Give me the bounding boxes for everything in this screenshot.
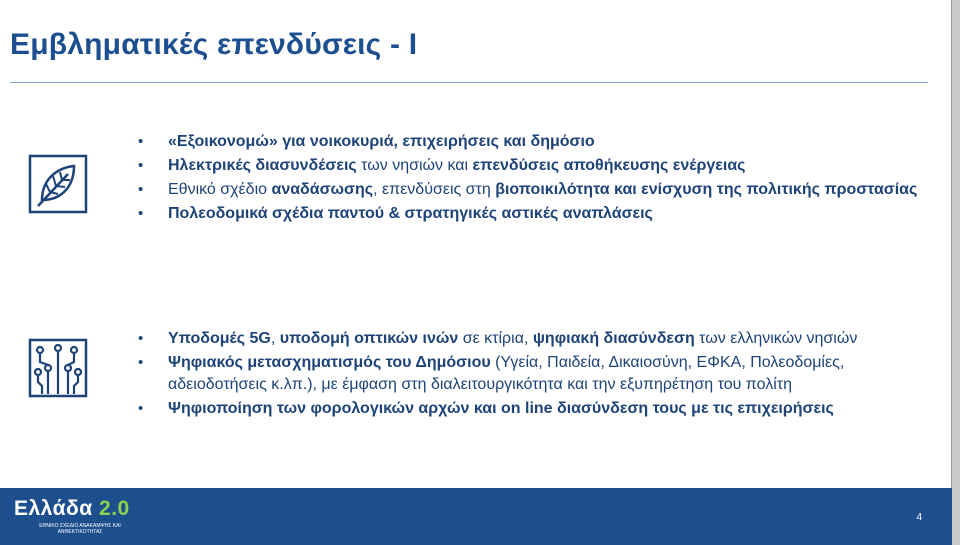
- bullet-text: σε κτίρια,: [458, 330, 533, 347]
- page-number: 4: [916, 512, 922, 523]
- bullet-text: Ηλεκτρικές διασυνδέσεις: [168, 157, 357, 174]
- greece-2-0-logo: [14, 497, 130, 521]
- bullet-item: [138, 203, 918, 225]
- bullet-text: των νησιών και: [356, 157, 473, 174]
- logo-version: 2.0: [99, 497, 130, 520]
- bullet-item: [138, 328, 918, 350]
- bullet-text: (Υγεία, Παιδεία, Δικαιοσύνη, ΕΦΚΑ, Πολεοδομίες, αδειοδοτήσεις κ.λπ.), με έμφαση στη διαλειτουργικότητα και την εξυπηρέτηση του πολίτη: [168, 354, 845, 393]
- bullet-item: [138, 179, 918, 201]
- slide-title: Εμβληματικές επενδύσεις - Ι: [10, 28, 418, 61]
- bullet-text: «Εξοικονομώ» για νοικοκυριά, επιχειρήσεις και δημόσιο: [168, 133, 595, 150]
- bullet-text: Υποδομές 5G: [168, 330, 271, 347]
- bullet-text: επενδύσεις αποθήκευσης ενέργειας: [472, 157, 746, 174]
- bullet-text: ,: [270, 330, 280, 347]
- bullet-item: [138, 352, 918, 396]
- bullet-text: αναδάσωσης: [271, 181, 374, 198]
- window-frame-edge: [951, 0, 960, 545]
- bullet-text: Ψηφιοποίηση των φορολογικών αρχών και on line διασύνδεση τους με τις επιχειρήσεις: [168, 400, 834, 417]
- circuit-icon: [28, 338, 88, 398]
- bullet-text: των ελληνικών νησιών: [694, 330, 858, 347]
- bullet-text: , επενδύσεις στη: [373, 181, 496, 198]
- leaf-icon: [28, 154, 88, 214]
- logo-subtitle: ΕΘΝΙΚΟ ΣΧΕΔΙΟ ΑΝΑΚΑΜΨΗΣ ΚΑΙ ΑΝΘΕΚΤΙΚΟΤΗΤΑΣ: [39, 523, 121, 535]
- bullet-text: βιοποικιλότητα και ενίσχυση της πολιτικής προστασίας: [495, 181, 918, 198]
- logo-word: Ελλάδα: [14, 497, 93, 520]
- bullet-text: Ψηφιακός μετασχηματισμός του Δημόσιου: [168, 354, 491, 371]
- bullet-text: Εθνικό σχέδιο: [168, 181, 272, 198]
- digital-transition-list: [138, 328, 918, 422]
- bullet-item: [138, 131, 918, 153]
- title-divider: [10, 82, 928, 83]
- green-transition-list: [138, 131, 918, 227]
- bullet-text: ψηφιακή διασύνδεση: [532, 330, 695, 347]
- bullet-text: Πολεοδομικά σχέδια παντού & στρατηγικές αστικές αναπλάσεις: [168, 205, 653, 222]
- footer-bar: [0, 488, 952, 545]
- bullet-text: υποδομή οπτικών ινών: [279, 330, 459, 347]
- bullet-item: [138, 155, 918, 177]
- bullet-item: [138, 398, 918, 420]
